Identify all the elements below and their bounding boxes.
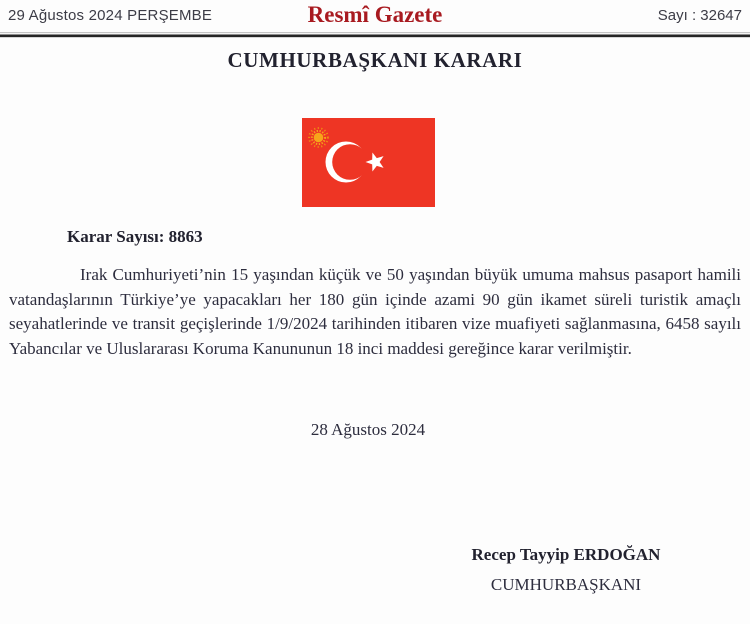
signatory-name: Recep Tayyip ERDOĞAN — [471, 545, 661, 564]
gazette-date: 29 Ağustos 2024 PERŞEMBE — [8, 7, 213, 24]
signatory-title: CUMHURBAŞKANI — [490, 575, 642, 594]
gazette-masthead: Resmî Gazete — [307, 2, 443, 27]
decision-number: Karar Sayısı: 8863 — [67, 227, 203, 246]
header-divider-rule — [0, 32, 750, 38]
document-title: CUMHURBAŞKANI KARARI — [227, 48, 523, 72]
decision-date: 28 Ağustos 2024 — [310, 420, 426, 439]
turkish-presidential-flag-icon — [302, 118, 435, 207]
gazette-issue-number: Sayı : 32647 — [657, 7, 742, 24]
gazette-header — [0, 0, 750, 33]
signature-block — [420, 540, 712, 600]
decision-body-text: Irak Cumhuriyeti’nin 15 yaşından küçük ve 50 yaşından büyük umuma mahsus pasaport hamili vatandaşlarının Türkiye’ye yapacakları her 180 gün içinde azami 90 gün ikamet süreli turistik amaçlı seyahatlerinde ve transit geçişlerinde 1/9/2024 tarihinden itibaren vize muafiyeti sağlanmasına, 6458 sayılı Yabancılar ve Uluslararası Koruma Kanununun 18 inci maddesi gereğince karar verilmiştir. — [9, 265, 741, 358]
